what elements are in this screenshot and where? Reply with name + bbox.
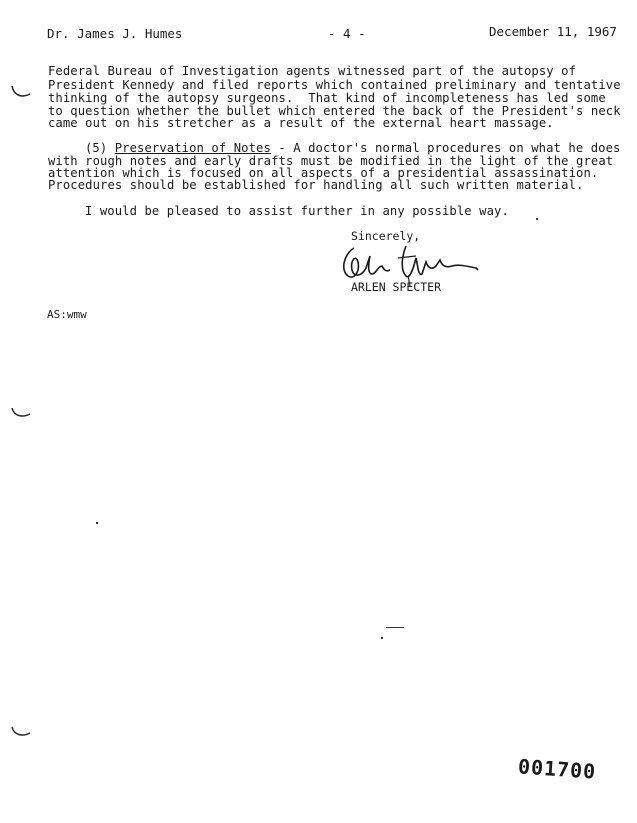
letter-date: December 11, 1967 bbox=[489, 24, 617, 39]
salutation: Sincerely, bbox=[351, 229, 421, 243]
margin-curve-mark bbox=[8, 404, 32, 424]
margin-curve-mark bbox=[8, 723, 32, 743]
scan-speck bbox=[381, 637, 383, 639]
paragraph-1-line-4: to question whether the bullet which entered the back of the President's neck bbox=[48, 104, 621, 118]
paragraph-1-line-5: came out on his stretcher as a result of the external heart massage. bbox=[48, 116, 554, 130]
paragraph-2-line-2: with rough notes and early drafts must be modified in the light of the great bbox=[48, 154, 614, 168]
section-first-line-text: - A doctor's normal procedures on what he does bbox=[270, 141, 621, 155]
signer-name: ARLEN SPECTER bbox=[351, 280, 442, 294]
paragraph-1-line-2: President Kennedy and filed reports which contained preliminary and tentative bbox=[48, 78, 621, 92]
document-stamp-number: 001700 bbox=[517, 754, 597, 784]
section-heading: Preservation of Notes bbox=[114, 141, 271, 155]
recipient-name: Dr. James J. Humes bbox=[47, 26, 183, 41]
paragraph-1-line-3: thinking of the autopsy surgeons. That kind of incompleteness has led some bbox=[48, 91, 606, 105]
closing-sentence: I would be pleased to assist further in any possible way. bbox=[85, 204, 509, 218]
paragraph-2-line-4: Procedures should be established for handling all such written material. bbox=[48, 178, 584, 192]
paragraph-2-line-3: attention which is focused on all aspects of a presidential assassination. bbox=[48, 166, 599, 180]
scan-speck bbox=[386, 627, 404, 628]
paragraph-2-first-line bbox=[85, 141, 621, 155]
margin-curve-mark bbox=[8, 80, 32, 104]
paragraph-1-line-1: Federal Bureau of Investigation agents witnessed part of the autopsy of bbox=[48, 64, 577, 78]
typist-initials: AS:wmw bbox=[47, 308, 87, 321]
section-number: (5) bbox=[85, 141, 108, 155]
scan-speck bbox=[536, 218, 538, 220]
page-number: - 4 - bbox=[328, 26, 366, 41]
scan-speck bbox=[96, 522, 98, 524]
